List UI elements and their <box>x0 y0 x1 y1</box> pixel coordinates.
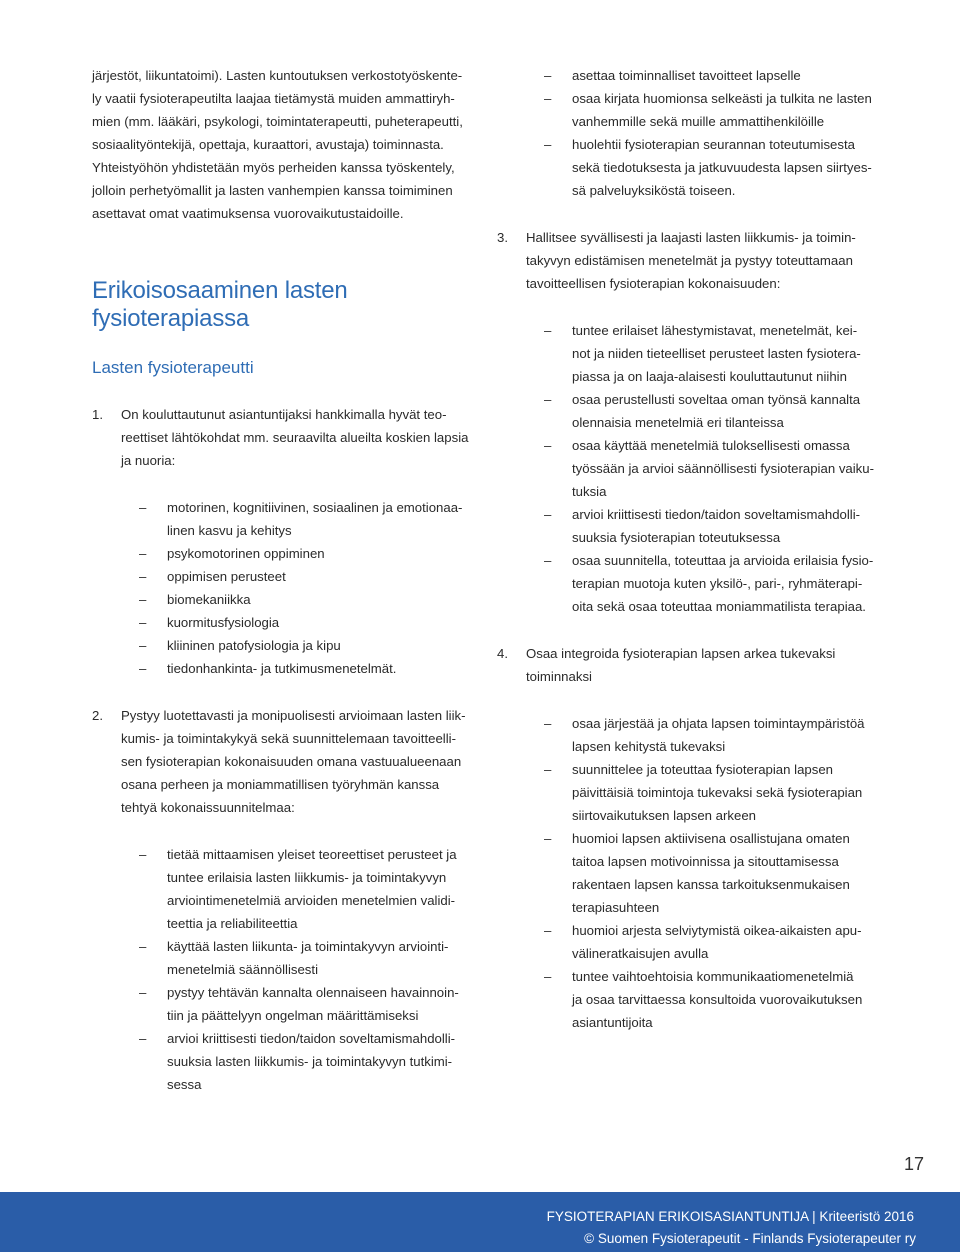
text-line: rakentaen lapsen kanssa tarkoituksenmukaisen <box>572 877 850 892</box>
text-line: suuksia lasten liikkumis- ja toimintakyvyn tutkimi- <box>167 1054 453 1069</box>
text-line: vanhemmille sekä muille ammattihenkilöille <box>572 114 825 129</box>
page-number: 17 <box>903 1154 924 1174</box>
text-line: arvioi kriittisesti tiedon/taidon soveltamismahdolli- <box>572 507 861 522</box>
dash-icon: – <box>544 923 552 938</box>
dash-icon: – <box>139 638 147 653</box>
text-line: takyvyn edistämisen menetelmät ja pystyy toteuttamaan <box>526 253 853 268</box>
text-line: tavoitteellisen fysioterapian kokonaisuuden: <box>526 276 781 291</box>
dash-icon: – <box>139 661 147 676</box>
left-column <box>92 64 480 1096</box>
numbered-item-3 <box>497 226 892 295</box>
text-line: asettavat omat vaatimuksensa vuorovaikutustaidoille. <box>92 206 404 221</box>
list-item <box>497 388 892 434</box>
text-line: käyttää lasten liikunta- ja toimintakyvyn arviointi- <box>167 939 449 954</box>
text-line: päivittäisiä toimintoja tukevaksi sekä fysioterapian <box>572 785 863 800</box>
text-line: Yhteistyöhön yhdistetään myös perheiden kanssa työskentely, <box>92 160 455 175</box>
text-line: Osaa integroida fysioterapian lapsen arkea tukevaksi <box>526 646 836 661</box>
text-line: On kouluttautunut asiantuntijaksi hankkimalla hyvät teo- <box>121 407 447 422</box>
text-line: tiedonhankinta- ja tutkimusmenetelmät. <box>167 661 397 676</box>
text-line: teettia ja reliabiliteettia <box>167 916 298 931</box>
text-line: terapian muotoja kuten yksilö-, pari-, ryhmäterapi- <box>572 576 863 591</box>
text-line: tuksia <box>572 484 607 499</box>
bullet-list <box>497 64 892 202</box>
text-line: toiminnaksi <box>526 669 592 684</box>
text-line: kliininen patofysiologia ja kipu <box>167 638 341 653</box>
dash-icon: – <box>544 762 552 777</box>
list-item <box>92 588 480 611</box>
list-item <box>497 434 892 503</box>
text-line: työssään ja arvioi säännöllisesti fysioterapian vaiku- <box>572 461 874 476</box>
dash-icon: – <box>544 323 552 338</box>
text-line: tuntee erilaisia lasten liikkumis- ja toimintakyvyn <box>167 870 447 885</box>
text-line: sen fysioterapian kokonaisuuden omana vastuualueenaan <box>121 754 462 769</box>
heading-line: Erikoisosaaminen lasten <box>92 277 348 304</box>
text-line: not ja niiden tieteelliset perusteet lasten fysiotera- <box>572 346 861 361</box>
text-line: arvioi kriittisesti tiedon/taidon soveltamismahdolli- <box>167 1031 456 1046</box>
text-line: Pystyy luotettavasti ja monipuolisesti arvioimaan lasten liik- <box>121 708 466 723</box>
dash-icon: – <box>139 500 147 515</box>
text-line: mien (mm. lääkäri, psykologi, toimintaterapeutti, puheterapeutti, <box>92 114 463 129</box>
list-item <box>497 919 892 965</box>
dash-icon: – <box>544 716 552 731</box>
list-item <box>497 965 892 1034</box>
dash-icon: – <box>139 939 147 954</box>
text-line: osana perheen ja moniammatillisen työryhmän kanssa <box>121 777 440 792</box>
text-line: osaa suunnitella, toteuttaa ja arvioida erilaisia fysio- <box>572 553 874 568</box>
numbered-item-4 <box>497 642 892 688</box>
text-line: tiin ja päättelyyn ongelman määrittämiseksi <box>167 1008 419 1023</box>
list-item <box>497 64 892 87</box>
text-line: kuormitusfysiologia <box>167 615 280 630</box>
list-item <box>92 542 480 565</box>
text-line: linen kasvu ja kehitys <box>167 523 292 538</box>
item-number: 2. <box>92 708 103 723</box>
dash-icon: – <box>139 569 147 584</box>
dash-icon: – <box>544 91 552 106</box>
list-item <box>92 611 480 634</box>
text-line: siirtovaikutuksen lapsen arkeen <box>572 808 756 823</box>
dash-icon: – <box>544 438 552 453</box>
text-line: sessa <box>167 1077 202 1092</box>
text-line: psykomotorinen oppiminen <box>167 546 325 561</box>
section-heading <box>92 277 480 333</box>
text-line: motorinen, kognitiivinen, sosiaalinen ja emotionaa- <box>167 500 463 515</box>
text-line: suunnittelee ja toteuttaa fysioterapian lapsen <box>572 762 834 777</box>
heading-line: fysioterapiassa <box>92 305 250 332</box>
list-item <box>497 503 892 549</box>
text-line: ja osaa tarvittaessa konsultoida vuorovaikutuksen <box>572 992 863 1007</box>
text-line: arviointimenetelmiä arvioiden menetelmien validi- <box>167 893 456 908</box>
bullet-list <box>92 843 480 1096</box>
item-number: 4. <box>497 646 508 661</box>
dash-icon: – <box>544 831 552 846</box>
right-column <box>497 64 892 1034</box>
text-line: suuksia fysioterapian toteutuksessa <box>572 530 781 545</box>
text-line: ja nuoria: <box>121 453 176 468</box>
text-line: jolloin perhetyömallit ja lasten vanhempien kanssa toimiminen <box>92 183 453 198</box>
list-item <box>92 1027 480 1096</box>
numbered-item-2 <box>92 704 480 819</box>
text-line: reettiset lähtökohdat mm. seuraavilta alueilta koskien lapsia <box>121 430 469 445</box>
list-item <box>92 634 480 657</box>
text-line: oppimisen perusteet <box>167 569 286 584</box>
text-line: osaa käyttää menetelmiä tuloksellisesti omassa <box>572 438 850 453</box>
text-line: menetelmiä säännöllisesti <box>167 962 318 977</box>
text-line: osaa perustellusti soveltaa oman työnsä kannalta <box>572 392 861 407</box>
dash-icon: – <box>139 985 147 1000</box>
text-line: osaa kirjata huomionsa selkeästi ja tulkita ne lasten <box>572 91 872 106</box>
dash-icon: – <box>139 592 147 607</box>
footer-bar <box>0 1192 960 1252</box>
text-line: tuntee erilaiset lähestymistavat, menetelmät, kei- <box>572 323 858 338</box>
bullet-list <box>497 319 892 618</box>
text-line: huolehtii fysioterapian seurannan toteutumisesta <box>572 137 855 152</box>
text-line: järjestöt, liikuntatoimi). Lasten kuntoutuksen verkostotyöskente- <box>92 68 463 83</box>
dash-icon: – <box>139 1031 147 1046</box>
list-item <box>92 935 480 981</box>
text-line: sekä tiedotuksesta ja jatkuvuudesta lapsen siirtyes- <box>572 160 872 175</box>
item-number: 1. <box>92 407 103 422</box>
text-line: sä palveluyksiköstä toiseen. <box>572 183 736 198</box>
text-line: huomioi lapsen aktiivisena osallistujana omaten <box>572 831 850 846</box>
footer-title: FYSIOTERAPIAN ERIKOISASIANTUNTIJA | Kriteeristö 2016 <box>546 1209 914 1224</box>
dash-icon: – <box>544 68 552 83</box>
text-line: oita sekä osaa toteuttaa moniammatilista terapiaa. <box>572 599 866 614</box>
text-line: biomekaniikka <box>167 592 251 607</box>
dash-icon: – <box>544 137 552 152</box>
list-item <box>92 981 480 1027</box>
text-line: lapsen kehitystä tukevaksi <box>572 739 726 754</box>
text-line: kumis- ja toimintakykyä sekä suunnittelemaan tavoitteelli- <box>121 731 456 746</box>
text-line: olennaisia menetelmiä eri tilanteissa <box>572 415 784 430</box>
footer-copyright: © Suomen Fysioterapeutit - Finlands Fysioterapeuter ry <box>584 1231 916 1246</box>
text-line: taitoa lapsen motivoinnissa ja sitouttamisessa <box>572 854 839 869</box>
item-number: 3. <box>497 230 508 245</box>
text-line: terapiasuhteen <box>572 900 660 915</box>
list-item <box>92 843 480 935</box>
dash-icon: – <box>139 546 147 561</box>
list-item <box>497 133 892 202</box>
text-line: sosiaalityöntekijä, opettaja, kuraattori, avustaja) toiminnasta. <box>92 137 444 152</box>
list-item <box>92 496 480 542</box>
dash-icon: – <box>139 847 147 862</box>
list-item <box>497 319 892 388</box>
list-item <box>497 87 892 133</box>
text-line: pystyy tehtävän kannalta olennaiseen havainnoin- <box>167 985 459 1000</box>
bullet-list <box>92 496 480 680</box>
list-item <box>92 565 480 588</box>
text-line: tehtyä kokonaissuunnitelmaa: <box>121 800 295 815</box>
list-item <box>497 549 892 618</box>
text-line: osaa järjestää ja ohjata lapsen toimintaympäristöä <box>572 716 865 731</box>
dash-icon: – <box>544 392 552 407</box>
subheading: Lasten fysioterapeutti <box>92 358 254 377</box>
text-line: huomioi arjesta selviytymistä oikea-aikaisten apu- <box>572 923 862 938</box>
text-line: välineratkaisujen avulla <box>572 946 709 961</box>
text-line: asiantuntijoita <box>572 1015 653 1030</box>
dash-icon: – <box>139 615 147 630</box>
text-line: tietää mittaamisen yleiset teoreettiset perusteet ja <box>167 847 457 862</box>
dash-icon: – <box>544 969 552 984</box>
text-line: asettaa toiminnalliset tavoitteet lapselle <box>572 68 801 83</box>
list-item <box>497 758 892 827</box>
text-line: tuntee vaihtoehtoisia kommunikaatiomenetelmiä <box>572 969 854 984</box>
list-item <box>497 712 892 758</box>
text-line: ly vaatii fysioterapeutilta laajaa tietämystä muiden ammattiryh- <box>92 91 455 106</box>
list-item <box>497 827 892 919</box>
list-item <box>92 657 480 680</box>
text-line: piassa ja on laaja-alaisesti kouluttautunut niihin <box>572 369 847 384</box>
numbered-item-1 <box>92 403 480 472</box>
dash-icon: – <box>544 553 552 568</box>
dash-icon: – <box>544 507 552 522</box>
text-line: Hallitsee syvällisesti ja laajasti lasten liikkumis- ja toimin- <box>526 230 856 245</box>
bullet-list <box>497 712 892 1034</box>
intro-paragraph <box>92 64 480 225</box>
